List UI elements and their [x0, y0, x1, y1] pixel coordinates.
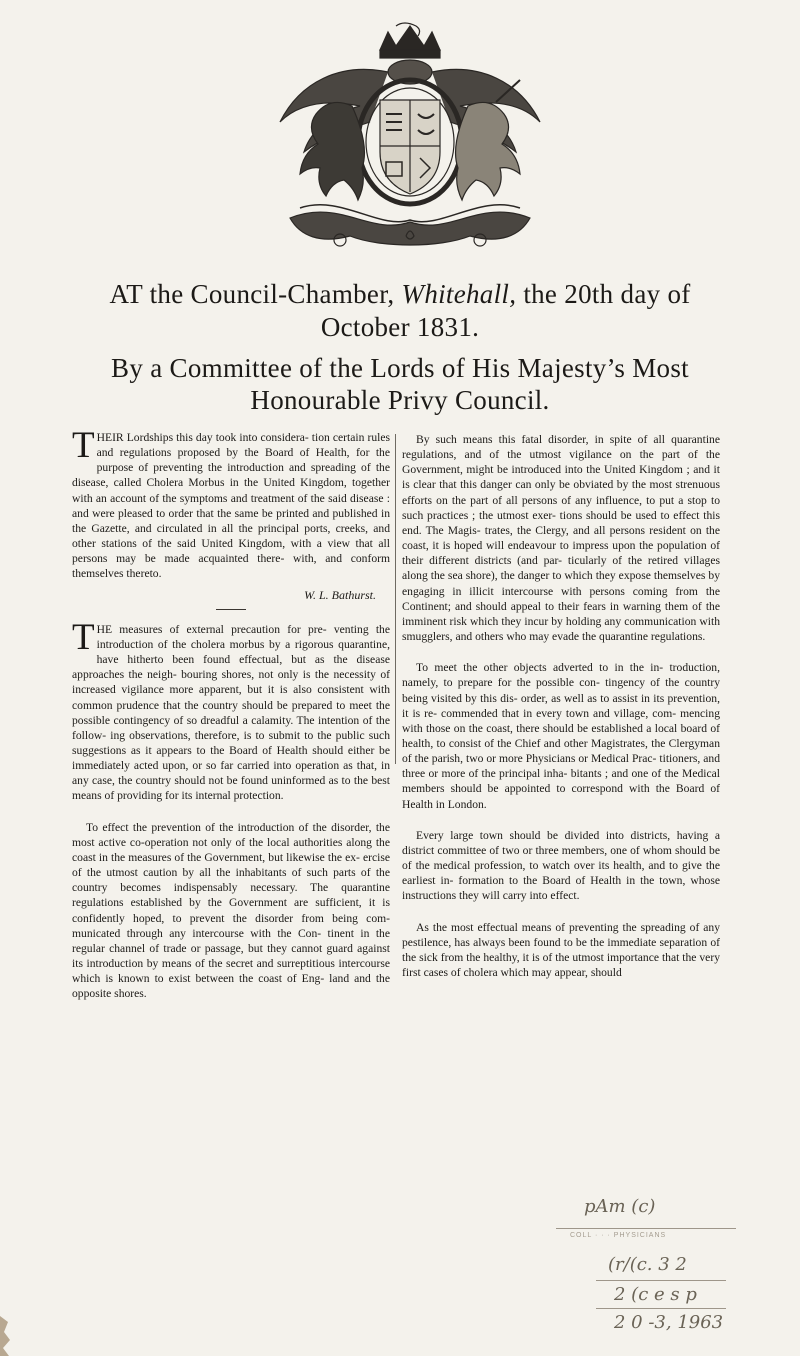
- heading-line1-post: the 20th day of: [523, 279, 691, 309]
- stamp-handwriting-1: pAm (c): [584, 1196, 656, 1217]
- heading-place-date: [60, 278, 740, 344]
- stamp-line-2: [596, 1280, 726, 1281]
- signature: W. L. Bathurst.: [304, 587, 376, 602]
- section-rule: [216, 609, 246, 610]
- heading-line1-pre: AT the Council-Chamber,: [109, 279, 395, 309]
- heading-place: Whitehall,: [401, 279, 517, 309]
- heading-committee: [60, 352, 740, 416]
- local-board-paragraph: To meet the other objects adverted to in the in- troduction, namely, to prepare for the possible con- tingency of the country being visited by this dis- order, as well as to assist in its prevention, it is re- commended that in every town and village, com- mencing with those on the coast, there should be established a local board of health, to consist of the Chief and other Magistrates, the Clergyman of the parish, two or more Physicians or Medical Prac- titioners, and three or more of the principal inha- bitants ; and one of the Medical members should be appointed to correspond with the Board of Health in London.: [402, 661, 720, 811]
- royal-coat-of-arms: [220, 22, 600, 254]
- column-divider: [395, 434, 396, 764]
- stamp-handwriting-3: 2 (c e s p: [614, 1284, 697, 1305]
- right-column: [402, 432, 720, 996]
- committee-line-2: Honourable Privy Council.: [250, 385, 550, 415]
- stamp-line-1: [556, 1228, 736, 1229]
- library-stamp: [556, 1196, 736, 1346]
- binding-mark: [0, 1316, 12, 1356]
- districts-paragraph: Every large town should be divided into districts, having a district committee of two or three members, one of whom should be of the medical profession, to watch over its health, and to give the earliest in- formation to the Board of Health in the town, whose instructions they will carry into effect.: [402, 828, 720, 903]
- prevention-paragraph: To effect the prevention of the introduction of the disorder, the most active co-operation not only of the local authorities along the coast in the measures of the Government, but likewise the ex- ercise of the utmost caution by all the inhabitants of such parts of the country becomes indispensably necessary. The quarantine regulations established by the Government are sufficient, it is confidently hoped, to prevent the disorder from being com- municated through any intercourse with the Con- tinent in the regular channel of trade or passage, but they cannot guard against its introduction by means of the secret and surreptitious intercourse which is known to exist between the coast of Eng- land and the opposite shores.: [72, 820, 390, 1001]
- committee-line-1: By a Committee of the Lords of His Majesty’s Most: [111, 353, 689, 383]
- stamp-handwriting-2: (r/(c. 3 2: [608, 1254, 687, 1275]
- left-column: [72, 425, 390, 1017]
- stamp-handwriting-4: 2 0 -3, 1963: [614, 1312, 724, 1333]
- order-paragraph: THEIR Lordships this day took into considera- tion certain rules and regulations proposed by the Board of Health, for the purpose of preventing the introduction and spreading of the disease, called Cholera Morbus in the United Kingdom, together with an account of the symptoms and treatment of the said disease : and were pleased to order that the same be printed and published in the Gazette, and circulated in all the principal ports, creeks, and other stations of the said United Kingdom, with a view that all persons may be made acquainted there- with, and conform themselves thereto.: [72, 425, 390, 581]
- separation-paragraph: As the most effectual means of preventing the spreading of any pestilence, has always been found to be the immediate separation of the sick from the healthy, it is of the utmost importance that the very first cases of cholera which may appear, should: [402, 920, 720, 979]
- smuggling-paragraph: By such means this fatal disorder, in spite of all quarantine regulations, and of the utmost vigilance on the part of the Government, might be introduced into the United Kingdom ; and it is clear that this danger can only be obviated by the most strenuous efforts on the part of all persons of any influence, to put a stop to such practices ; the utmost exer- tions should be used to effect this end. The Magis- trates, the Clergy, and all persons resident on the coast, it is hoped will endeavour to impress upon the population of their different districts (and par- ticularly of the retired villages along the sea shore), the danger to which they expose themselves by engaging in illicit intercourse with persons coming from the Continent; and should appeal to their fears in warning them of the imminent risk which they incur by holding any communication with smugglers, and others who may evade the quarantine regulations.: [402, 433, 720, 644]
- measures-paragraph: THE measures of external precaution for pre- venting the introduction of the cholera morbus by a rigorous quarantine, have hitherto been found effectual, but as the disease approaches the neigh- bouring shores, not only is the necessity of increased vigilance more apparent, but it is also consistent with common prudence that the country should be prepared to meet the possible contingency of so dreadful a calamity. The intention of the follow- ing observations, therefore, is to submit to the public such suggestions as it appears to the Board of Health should either be immediately acted upon, or so far carried into operation as that, in any case, the country should not be found uninformed as to the best means of providing for its internal protection.: [72, 616, 390, 803]
- heading-date: October 1831.: [320, 312, 480, 342]
- stamp-small-text: COLL · · · PHYSICIANS: [570, 1232, 667, 1239]
- stamp-line-3: [596, 1308, 726, 1309]
